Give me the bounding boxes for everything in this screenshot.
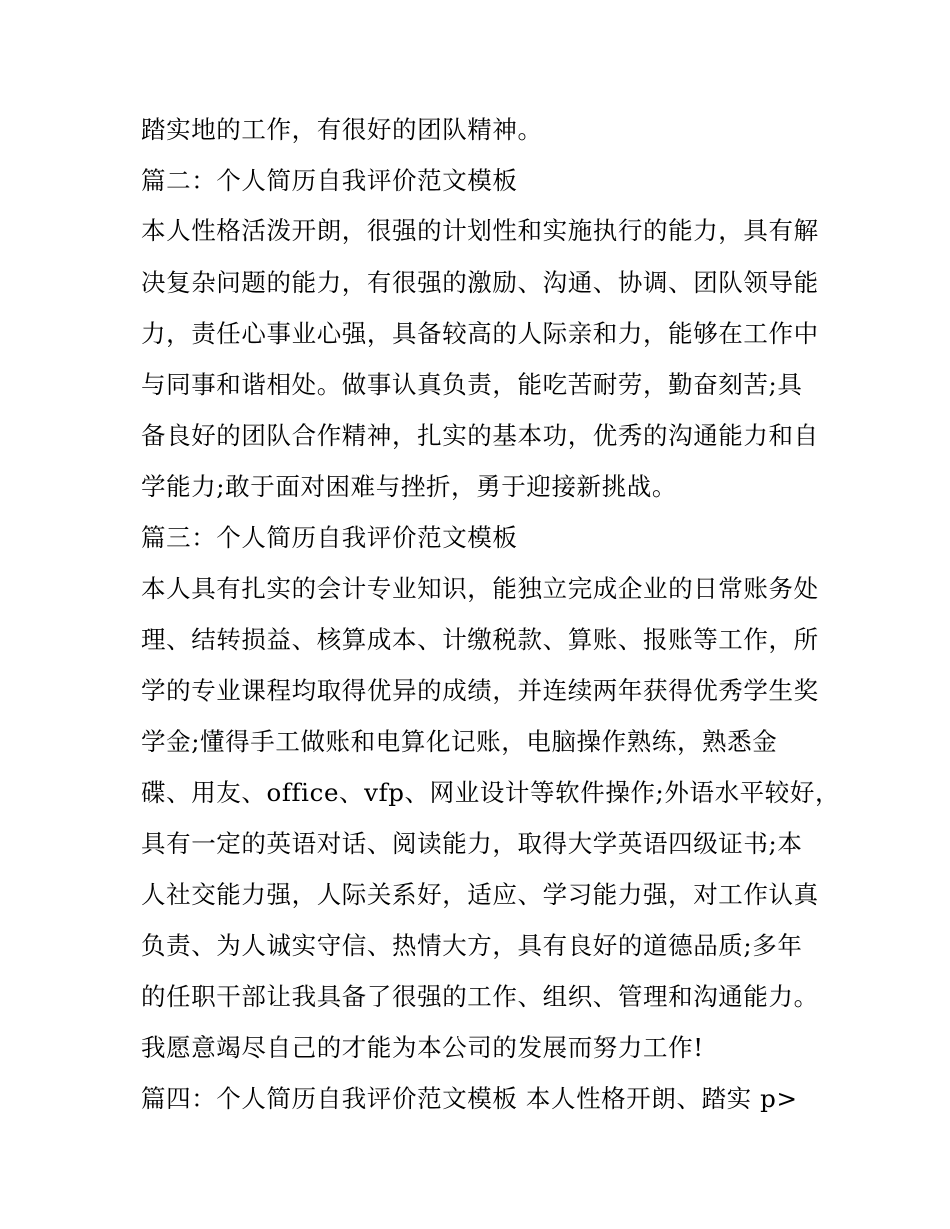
paragraph-line: 学的专业课程均取得优异的成绩，并连续两年获得优秀学生奖 [141,676,819,705]
paragraph-line: 决复杂问题的能力，有很强的激励、沟通、协调、团队领导能 [141,268,819,297]
paragraph-line: 我愿意竭尽自己的才能为本公司的发展而努力工作! [141,1033,704,1062]
paragraph-line: 负责、为人诚实守信、热情大方，具有良好的道德品质;多年 [141,931,803,960]
paragraph-line: 人社交能力强，人际关系好，适应、学习能力强，对工作认真 [141,880,819,909]
paragraph-line: 具有一定的英语对话、阅读能力，取得大学英语四级证书;本 [141,829,803,858]
paragraph-line: 与同事和谐相处。做事认真负责，能吃苦耐劳，勤奋刻苦;具 [141,370,803,399]
paragraph-line: 碟、用友、office、vfp、网业设计等软件操作;外语水平较好， [141,778,841,807]
paragraph-line: 理、结转损益、核算成本、计缴税款、算账、报账等工作，所 [141,625,819,654]
section-heading-3: 篇三：个人简历自我评价范文模板 [141,523,518,552]
paragraph-line: 学能力;敢于面对困难与挫折，勇于迎接新挑战。 [141,472,677,501]
section-heading-2: 篇二：个人简历自我评价范文模板 [141,166,518,195]
paragraph-line: 本人性格活泼开朗，很强的计划性和实施执行的能力，具有解 [141,216,819,245]
paragraph-line: 本人具有扎实的会计专业知识，能独立完成企业的日常账务处 [141,574,819,603]
paragraph-line: 的任职干部让我具备了很强的工作、组织、管理和沟通能力。 [141,982,819,1011]
paragraph-line: 力，责任心事业心强，具备较高的人际亲和力，能够在工作中 [141,319,819,348]
paragraph-line: 踏实地的工作，有很好的团队精神。 [141,115,543,144]
paragraph-line: 学金;懂得手工做账和电算化记账，电脑操作熟练，熟悉金 [141,727,778,756]
paragraph-line: 备良好的团队合作精神，扎实的基本功，优秀的沟通能力和自 [141,421,819,450]
section-heading-4: 篇四：个人简历自我评价范文模板 本人性格开朗、踏实 p> [141,1084,798,1113]
